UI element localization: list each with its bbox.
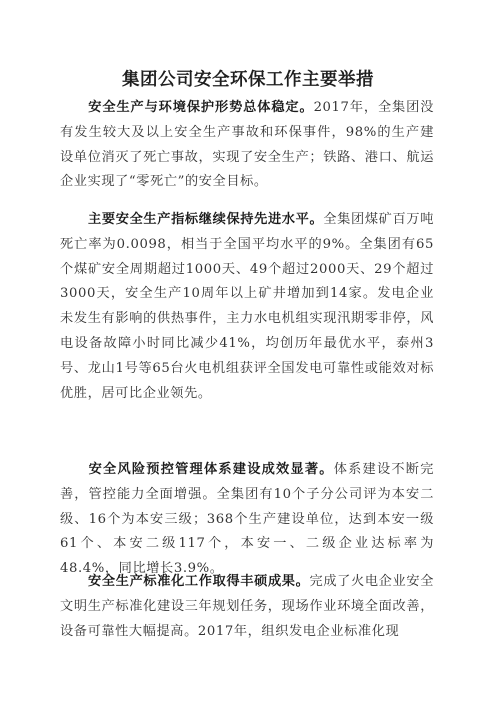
document-title: 集团公司安全环保工作主要举措 (122, 70, 374, 90)
paragraph-safety-situation (60, 96, 434, 195)
paragraph-lead: 安全风险预控管理体系建设成效显著。 (88, 462, 334, 477)
paragraph-lead: 安全生产与环境保护形势总体稳定。 (88, 100, 314, 115)
paragraph-lead: 安全生产标准化工作取得丰硕成果。 (88, 574, 310, 589)
paragraph-body: 全集团煤矿百万吨死亡率为0.0098，相当于全国平均水平的9%。全集团有65个煤矿安全周期超过1000天、49个超过2000天、29个超过3000天，安全生产10周年以上矿井增加到14家。发电企业未发生有影响的供热事件，主力水电机组实现汛期零非停，风电设备故障小时同比减少41%，均创历年最优水平，泰州3号、龙山1号等65台火电机组获评全国发电可靠性或能效对标优胜，居可比企业领先。 (60, 212, 434, 401)
paragraph-body: 2017年，全集团没有发生较大及以上安全生产事故和环保事件，98%的生产建设单位消灭了死亡事故，实现了安全生产；铁路、港口、航运企业实现了“零死亡”的安全目标。 (60, 100, 434, 190)
paragraph-risk-control-system (60, 458, 434, 582)
paragraph-body: 完成了火电企业安全文明生产标准化建设三年规划任务，现场作业环境全面改善，设备可靠性大幅提高。2017年，组织发电企业标准化现 (60, 574, 434, 639)
paragraph-standardization (60, 570, 434, 644)
paragraph-safety-indicators (60, 208, 434, 406)
paragraph-body: 体系建设不断完善，管控能力全面增强。全集团有10个子分公司评为本安二级、16个为本安三级；368个生产建设单位，达到本安一级61个、本安二级117个，本安一、二级企业达标率为48.4%，同比增长3.9%。 (60, 462, 435, 577)
paragraph-lead: 主要安全生产指标继续保持先进水平。 (88, 212, 324, 227)
